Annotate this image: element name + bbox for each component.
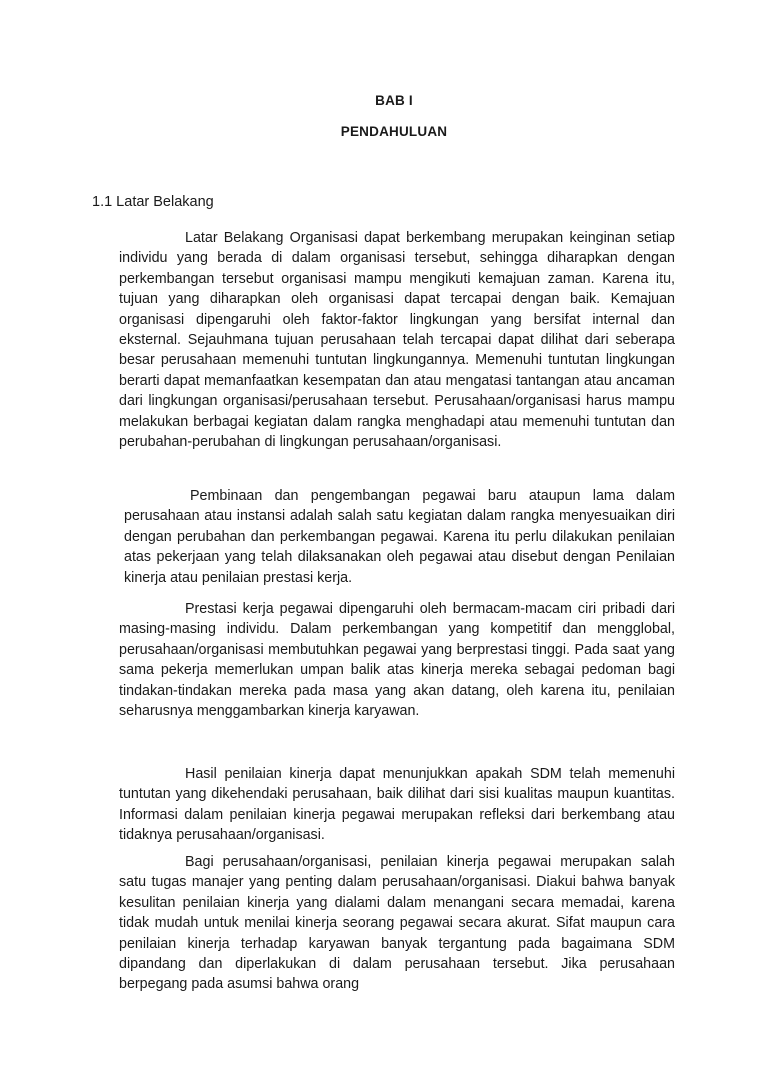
paragraph: Prestasi kerja pegawai dipengaruhi oleh bermacam-macam ciri pribadi dari masing-masing individu. Dalam perkembangan yang kompetitif dan mengglobal, perusahaan/organisasi membutuhkan pegawai yang berprestasi tinggi. Pada saat yang sama pekerja memerlukan umpan balik atas kinerja mereka sebagai pedoman bagi tindakan-tindakan mereka pada masa yang akan datang, oleh karena itu, penilaian seharusnya menggambarkan kinerja karyawan. <box>119 601 675 720</box>
paragraph: Hasil penilaian kinerja dapat menunjukkan apakah SDM telah memenuhi tuntutan yang dikehendaki perusahaan, baik dilihat dari sisi kualitas maupun kuantitas. Informasi dalam penilaian kinerja pegawai merupakan refleksi dari berkembang atau tidaknya perusahaan/organisasi. <box>119 766 675 844</box>
section-heading: 1.1 Latar Belakang <box>92 194 214 210</box>
paragraph: Latar Belakang Organisasi dapat berkembang merupakan keinginan setiap individu yang berada di dalam organisasi tersebut, sehingga diharapkan dengan perkembangan tersebut organisasi mampu mengikuti kemajuan zaman. Karena itu, tujuan yang diharapkan oleh organisasi dapat tercapai dengan baik. Kemajuan organisasi dipengaruhi oleh faktor-faktor lingkungan yang bersifat internal dan eksternal. Sejauhmana tujuan perusahaan telah tercapai dapat dilihat dari seberapa besar perusahaan memenuhi tuntutan lingkungannya. Memenuhi tuntutan lingkungan berarti dapat memanfaatkan kesempatan dan atau mengatasi tantangan atau ancaman dari lingkungan organisasi/perusahaan tersebut. Perusahaan/organisasi harus mampu melakukan berbagai kegiatan dalam rangka menghadapi atau memenuhi tuntutan dan perubahan-perubahan di lingkungan perusahaan/organisasi. <box>119 230 675 451</box>
paragraph: Bagi perusahaan/organisasi, penilaian kinerja pegawai merupakan salah satu tugas manajer yang penting dalam perusahaan/organisasi. Diakui bahwa banyak kesulitan penilaian kinerja yang dialami dalam menangani secara memadai, karena tidak mudah untuk menilai kinerja seorang pegawai secara akurat. Sifat maupun cara penilaian kinerja terhadap karyawan banyak tergantung pada bagaimana SDM dipandang dan diperlakukan di dalam perusahaan tersebut. Jika perusahaan berpegang pada asumsi bahwa orang <box>119 854 675 993</box>
chapter-number: BAB I <box>375 93 413 108</box>
paragraph: Pembinaan dan pengembangan pegawai baru ataupun lama dalam perusahaan atau instansi adalah salah satu kegiatan dalam rangka menyesuaikan diri dengan perubahan dan perkembangan pegawai. Karena itu perlu dilakukan penilaian atas pekerjaan yang telah dilaksanakan oleh pegawai atau disebut dengan Penilaian kinerja atau penilaian prestasi kerja. <box>124 488 675 586</box>
chapter-title: PENDAHULUAN <box>340 124 448 139</box>
